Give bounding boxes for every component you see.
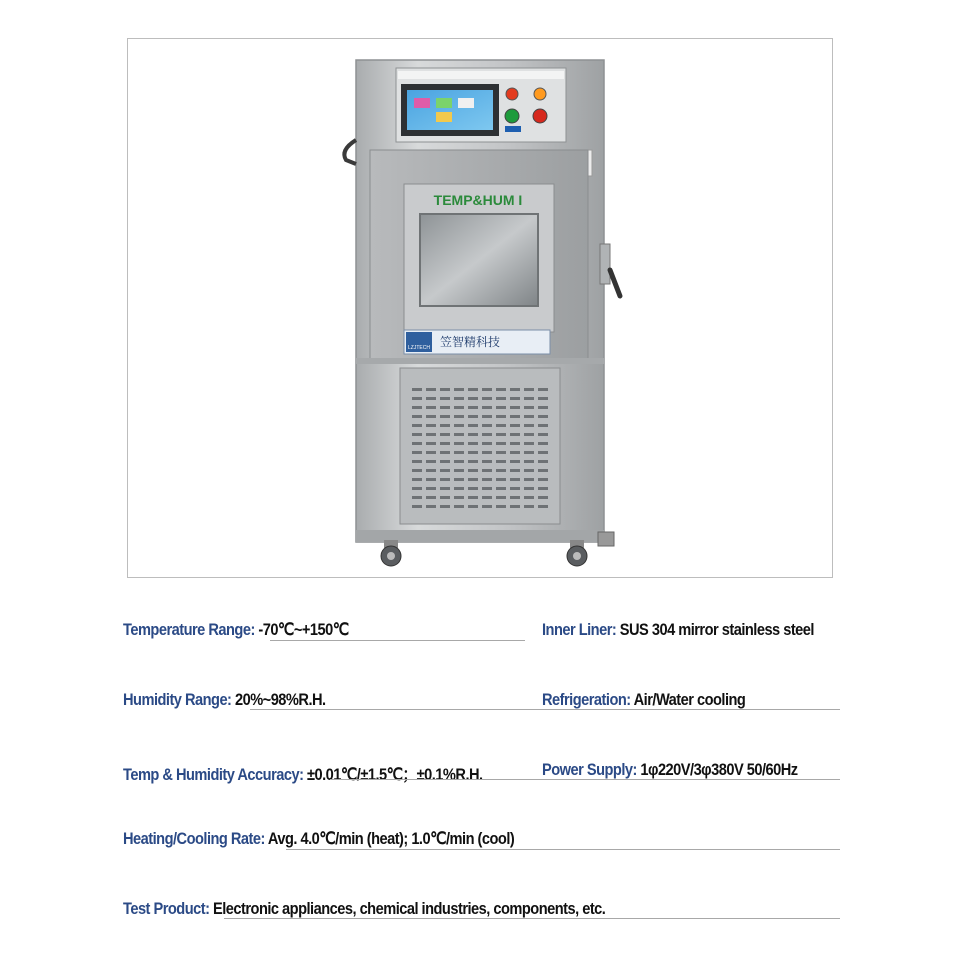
spec-label: Heating/Cooling Rate: (123, 829, 265, 848)
spec-temperature-range (123, 620, 349, 640)
company-plate-text: 笠智精科技 (439, 335, 501, 349)
caster-wheel-icon (381, 540, 401, 566)
touch-screen (407, 90, 493, 130)
spec-accuracy (123, 760, 483, 785)
spec-test-product (123, 899, 605, 919)
spec-humidity-range (123, 690, 326, 710)
spec-label: Power Supply: (542, 760, 637, 779)
brand-label: TEMP&HUM I (433, 192, 523, 208)
divider (286, 849, 840, 850)
alarm-lamp-icon (534, 88, 546, 100)
spec-heating-cooling-rate (123, 829, 514, 849)
spec-label: Humidity Range: (123, 690, 232, 709)
divider (270, 640, 525, 641)
spec-value: 1φ220V/3φ380V 50/60Hz (636, 760, 798, 779)
spec-label: Inner Liner: (542, 620, 617, 639)
caster-wheel-icon (567, 540, 587, 566)
stop-button-icon (533, 109, 547, 123)
spec-value: Electronic appliances, chemical industries, components, etc. (209, 899, 606, 918)
spec-label: Temp & Humidity Accuracy: (123, 765, 304, 784)
power-lamp-icon (506, 88, 518, 100)
spec-inner-liner (542, 620, 814, 640)
spec-refrigeration (542, 690, 745, 710)
spec-label: Refrigeration: (542, 690, 631, 709)
door-handle (600, 244, 610, 284)
spec-label: Temperature Range: (123, 620, 255, 639)
spec-value: -70℃~+150℃ (254, 620, 349, 639)
spec-value: ±0.01℃/±1.5℃；±0.1%R.H. (303, 765, 483, 784)
spec-value: Air/Water cooling (630, 690, 746, 709)
spec-value: 20%~98%R.H. (231, 690, 326, 709)
spec-power-supply (542, 760, 798, 780)
start-button-icon (505, 109, 519, 123)
spec-value: SUS 304 mirror stainless steel (616, 620, 814, 639)
spec-label: Test Product: (123, 899, 210, 918)
company-logo-text: LZJTECH (408, 345, 430, 351)
lower-cabinet (400, 368, 560, 524)
spec-value: Avg. 4.0℃/min (heat); 1.0℃/min (cool) (264, 829, 515, 848)
viewing-window (420, 214, 538, 306)
divider (224, 918, 840, 919)
